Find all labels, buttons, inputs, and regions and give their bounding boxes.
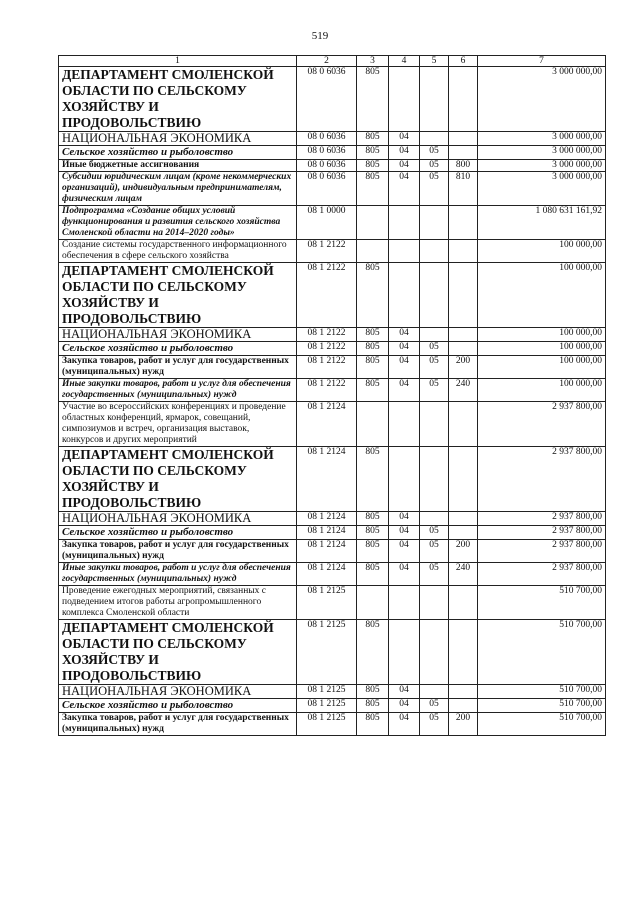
subsection-cell: 05 <box>420 146 449 160</box>
header-cell: 1 <box>59 56 297 67</box>
amount-cell: 3 000 000,00 <box>478 67 606 132</box>
expense-type-cell: 810 <box>449 172 478 206</box>
item-name-cell: Сельское хозяйство и рыболовство <box>59 699 297 713</box>
amount-cell: 510 700,00 <box>478 586 606 620</box>
expense-type-cell <box>449 402 478 447</box>
admin-code-cell: 805 <box>357 263 389 328</box>
admin-code-cell: 805 <box>357 328 389 342</box>
item-name-cell: Закупка товаров, работ и услуг для государственных (муниципальных) нужд <box>59 540 297 563</box>
table-row <box>59 263 606 328</box>
section-cell: 04 <box>389 356 420 379</box>
expense-type-cell <box>449 328 478 342</box>
section-cell: 04 <box>389 713 420 736</box>
admin-code-cell <box>357 240 389 263</box>
admin-code-cell <box>357 402 389 447</box>
amount-cell: 100 000,00 <box>478 240 606 263</box>
admin-code-cell: 805 <box>357 356 389 379</box>
expense-type-cell: 200 <box>449 540 478 563</box>
expense-type-cell <box>449 512 478 526</box>
section-cell: 04 <box>389 540 420 563</box>
item-name-cell: Закупка товаров, работ и услуг для государственных (муниципальных) нужд <box>59 713 297 736</box>
target-article-cell: 08 1 2124 <box>297 447 357 512</box>
expense-type-cell <box>449 263 478 328</box>
header-cell: 6 <box>449 56 478 67</box>
subsection-cell <box>420 67 449 132</box>
target-article-cell: 08 1 2122 <box>297 342 357 356</box>
subsection-cell: 05 <box>420 172 449 206</box>
target-article-cell: 08 1 2125 <box>297 685 357 699</box>
table-row <box>59 206 606 240</box>
admin-code-cell: 805 <box>357 379 389 402</box>
target-article-cell: 08 1 2122 <box>297 328 357 342</box>
subsection-cell: 05 <box>420 713 449 736</box>
target-article-cell: 08 1 2124 <box>297 540 357 563</box>
subsection-cell <box>420 512 449 526</box>
subsection-cell: 05 <box>420 540 449 563</box>
table-row <box>59 67 606 132</box>
target-article-cell: 08 0 6036 <box>297 67 357 132</box>
section-cell: 04 <box>389 160 420 172</box>
header-cell: 5 <box>420 56 449 67</box>
item-name-cell: Сельское хозяйство и рыболовство <box>59 146 297 160</box>
subsection-cell: 05 <box>420 342 449 356</box>
table-row <box>59 328 606 342</box>
expense-type-cell <box>449 685 478 699</box>
table-row <box>59 713 606 736</box>
table-row <box>59 402 606 447</box>
amount-cell: 510 700,00 <box>478 699 606 713</box>
target-article-cell: 08 1 2124 <box>297 512 357 526</box>
expense-type-cell <box>449 132 478 146</box>
item-name-cell: НАЦИОНАЛЬНАЯ ЭКОНОМИКА <box>59 512 297 526</box>
amount-cell: 3 000 000,00 <box>478 160 606 172</box>
table-row <box>59 620 606 685</box>
target-article-cell: 08 1 2125 <box>297 713 357 736</box>
target-article-cell: 08 1 2122 <box>297 356 357 379</box>
target-article-cell: 08 1 2122 <box>297 379 357 402</box>
section-cell <box>389 586 420 620</box>
table-row <box>59 586 606 620</box>
expense-type-cell: 800 <box>449 160 478 172</box>
target-article-cell: 08 1 2124 <box>297 563 357 586</box>
subsection-cell: 05 <box>420 356 449 379</box>
item-name-cell: Участие во всероссийских конференциях и проведение областных конференций, ярмарок, совещаний, симпозиумов и встреч, организация выставок, конкурсов и других мероприятий <box>59 402 297 447</box>
table-header-row <box>59 56 606 67</box>
table-row <box>59 342 606 356</box>
target-article-cell: 08 1 2122 <box>297 263 357 328</box>
table-row <box>59 160 606 172</box>
amount-cell: 2 937 800,00 <box>478 512 606 526</box>
admin-code-cell: 805 <box>357 540 389 563</box>
amount-cell: 2 937 800,00 <box>478 447 606 512</box>
item-name-cell: Сельское хозяйство и рыболовство <box>59 526 297 540</box>
item-name-cell: Иные закупки товаров, работ и услуг для обеспечения государственных (муниципальных) нужд <box>59 563 297 586</box>
admin-code-cell: 805 <box>357 160 389 172</box>
expense-type-cell <box>449 447 478 512</box>
amount-cell: 100 000,00 <box>478 342 606 356</box>
target-article-cell: 08 1 2124 <box>297 526 357 540</box>
subsection-cell: 05 <box>420 379 449 402</box>
target-article-cell: 08 1 2122 <box>297 240 357 263</box>
admin-code-cell: 805 <box>357 685 389 699</box>
section-cell: 04 <box>389 563 420 586</box>
expense-type-cell: 240 <box>449 563 478 586</box>
section-cell: 04 <box>389 172 420 206</box>
amount-cell: 3 000 000,00 <box>478 132 606 146</box>
amount-cell: 510 700,00 <box>478 620 606 685</box>
target-article-cell: 08 0 6036 <box>297 172 357 206</box>
admin-code-cell: 805 <box>357 512 389 526</box>
section-cell: 04 <box>389 132 420 146</box>
header-cell: 3 <box>357 56 389 67</box>
expense-type-cell <box>449 240 478 263</box>
table-row <box>59 379 606 402</box>
amount-cell: 510 700,00 <box>478 713 606 736</box>
section-cell <box>389 67 420 132</box>
expense-type-cell: 240 <box>449 379 478 402</box>
subsection-cell <box>420 586 449 620</box>
amount-cell: 3 000 000,00 <box>478 172 606 206</box>
admin-code-cell: 805 <box>357 67 389 132</box>
section-cell: 04 <box>389 379 420 402</box>
expense-type-cell <box>449 586 478 620</box>
admin-code-cell: 805 <box>357 146 389 160</box>
amount-cell: 510 700,00 <box>478 685 606 699</box>
section-cell: 04 <box>389 512 420 526</box>
admin-code-cell: 805 <box>357 447 389 512</box>
item-name-cell: ДЕПАРТАМЕНТ СМОЛЕНСКОЙ ОБЛАСТИ ПО СЕЛЬСКОМУ ХОЗЯЙСТВУ И ПРОДОВОЛЬСТВИЮ <box>59 447 297 512</box>
target-article-cell: 08 0 6036 <box>297 132 357 146</box>
item-name-cell: Субсидии юридическим лицам (кроме некоммерческих организаций), индивидуальным предпринимателям, физическим лицам <box>59 172 297 206</box>
subsection-cell <box>420 685 449 699</box>
item-name-cell: НАЦИОНАЛЬНАЯ ЭКОНОМИКА <box>59 685 297 699</box>
target-article-cell: 08 1 2125 <box>297 620 357 685</box>
subsection-cell <box>420 447 449 512</box>
section-cell: 04 <box>389 685 420 699</box>
section-cell <box>389 206 420 240</box>
expense-type-cell: 200 <box>449 356 478 379</box>
admin-code-cell: 805 <box>357 699 389 713</box>
subsection-cell <box>420 402 449 447</box>
item-name-cell: ДЕПАРТАМЕНТ СМОЛЕНСКОЙ ОБЛАСТИ ПО СЕЛЬСКОМУ ХОЗЯЙСТВУ И ПРОДОВОЛЬСТВИЮ <box>59 620 297 685</box>
item-name-cell: ДЕПАРТАМЕНТ СМОЛЕНСКОЙ ОБЛАСТИ ПО СЕЛЬСКОМУ ХОЗЯЙСТВУ И ПРОДОВОЛЬСТВИЮ <box>59 67 297 132</box>
admin-code-cell: 805 <box>357 172 389 206</box>
target-article-cell: 08 0 6036 <box>297 160 357 172</box>
item-name-cell: Сельское хозяйство и рыболовство <box>59 342 297 356</box>
table-row <box>59 240 606 263</box>
expense-type-cell: 200 <box>449 713 478 736</box>
amount-cell: 2 937 800,00 <box>478 402 606 447</box>
expense-type-cell <box>449 342 478 356</box>
amount-cell: 3 000 000,00 <box>478 146 606 160</box>
section-cell <box>389 620 420 685</box>
expense-type-cell <box>449 526 478 540</box>
target-article-cell: 08 0 6036 <box>297 146 357 160</box>
subsection-cell <box>420 263 449 328</box>
table-row <box>59 146 606 160</box>
expense-type-cell <box>449 620 478 685</box>
amount-cell: 100 000,00 <box>478 356 606 379</box>
section-cell: 04 <box>389 699 420 713</box>
header-cell: 2 <box>297 56 357 67</box>
subsection-cell <box>420 620 449 685</box>
table-row <box>59 356 606 379</box>
target-article-cell: 08 1 0000 <box>297 206 357 240</box>
admin-code-cell: 805 <box>357 342 389 356</box>
amount-cell: 100 000,00 <box>478 328 606 342</box>
expense-type-cell <box>449 146 478 160</box>
admin-code-cell: 805 <box>357 132 389 146</box>
item-name-cell: Иные закупки товаров, работ и услуг для обеспечения государственных (муниципальных) нужд <box>59 379 297 402</box>
amount-cell: 2 937 800,00 <box>478 563 606 586</box>
section-cell <box>389 240 420 263</box>
item-name-cell: НАЦИОНАЛЬНАЯ ЭКОНОМИКА <box>59 328 297 342</box>
subsection-cell <box>420 240 449 263</box>
table-row <box>59 563 606 586</box>
subsection-cell <box>420 328 449 342</box>
table-row <box>59 512 606 526</box>
table-row <box>59 447 606 512</box>
item-name-cell: Иные бюджетные ассигнования <box>59 160 297 172</box>
item-name-cell: Создание системы государственного информационного обеспечения в сфере сельского хозяйства <box>59 240 297 263</box>
page-number: 519 <box>311 30 329 42</box>
target-article-cell: 08 1 2124 <box>297 402 357 447</box>
header-cell: 4 <box>389 56 420 67</box>
item-name-cell: Проведение ежегодных мероприятий, связанных с подведением итогов работы агропромышленного комплекса Смоленской области <box>59 586 297 620</box>
item-name-cell: Подпрограмма «Создание общих условий функционирования и развития сельского хозяйства Смоленской области на 2014–2020 годы» <box>59 206 297 240</box>
section-cell: 04 <box>389 146 420 160</box>
subsection-cell <box>420 132 449 146</box>
admin-code-cell: 805 <box>357 563 389 586</box>
subsection-cell: 05 <box>420 160 449 172</box>
section-cell <box>389 402 420 447</box>
admin-code-cell: 805 <box>357 620 389 685</box>
subsection-cell: 05 <box>420 699 449 713</box>
target-article-cell: 08 1 2125 <box>297 586 357 620</box>
amount-cell: 100 000,00 <box>478 263 606 328</box>
amount-cell: 1 080 631 161,92 <box>478 206 606 240</box>
expense-type-cell <box>449 67 478 132</box>
section-cell: 04 <box>389 526 420 540</box>
table-row <box>59 699 606 713</box>
item-name-cell: НАЦИОНАЛЬНАЯ ЭКОНОМИКА <box>59 132 297 146</box>
section-cell <box>389 263 420 328</box>
table-row <box>59 172 606 206</box>
admin-code-cell: 805 <box>357 713 389 736</box>
budget-table <box>58 55 606 736</box>
section-cell: 04 <box>389 328 420 342</box>
subsection-cell: 05 <box>420 563 449 586</box>
subsection-cell <box>420 206 449 240</box>
target-article-cell: 08 1 2125 <box>297 699 357 713</box>
amount-cell: 100 000,00 <box>478 379 606 402</box>
subsection-cell: 05 <box>420 526 449 540</box>
amount-cell: 2 937 800,00 <box>478 540 606 563</box>
admin-code-cell <box>357 586 389 620</box>
item-name-cell: Закупка товаров, работ и услуг для государственных (муниципальных) нужд <box>59 356 297 379</box>
expense-type-cell <box>449 699 478 713</box>
admin-code-cell <box>357 206 389 240</box>
section-cell <box>389 447 420 512</box>
amount-cell: 2 937 800,00 <box>478 526 606 540</box>
table-row <box>59 540 606 563</box>
item-name-cell: ДЕПАРТАМЕНТ СМОЛЕНСКОЙ ОБЛАСТИ ПО СЕЛЬСКОМУ ХОЗЯЙСТВУ И ПРОДОВОЛЬСТВИЮ <box>59 263 297 328</box>
expense-type-cell <box>449 206 478 240</box>
table-row <box>59 685 606 699</box>
section-cell: 04 <box>389 342 420 356</box>
table-row <box>59 132 606 146</box>
table-row <box>59 526 606 540</box>
header-cell: 7 <box>478 56 606 67</box>
admin-code-cell: 805 <box>357 526 389 540</box>
